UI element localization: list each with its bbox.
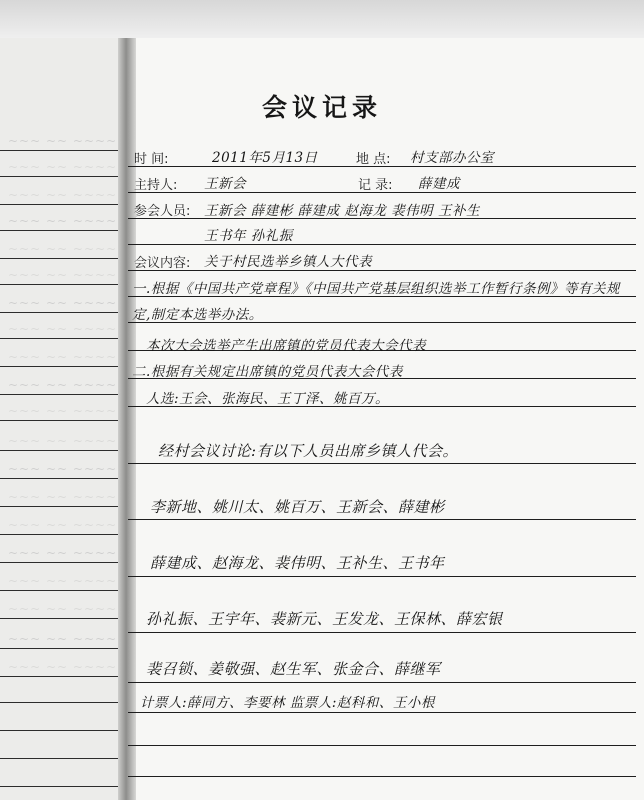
ruled-line (128, 745, 636, 746)
left-page-ruled-line (0, 758, 124, 759)
bleed-through-mark: ~~~ ~~ ~~~~ (8, 160, 118, 174)
body-line-6: 李新地、姚川太、姚百万、王新会、薛建彬 (150, 498, 445, 516)
bleed-through-mark: ~~~ ~~ ~~~~ (8, 434, 118, 448)
attendees-label: 参会人员: (134, 204, 191, 219)
left-page-ruled-line (0, 420, 124, 421)
left-page-ruled-line (0, 284, 124, 285)
ruled-line (128, 463, 636, 464)
ruled-line (128, 270, 636, 271)
left-page-ruled-line (0, 478, 124, 479)
ruled-line (128, 682, 636, 683)
left-page-ruled-line (0, 230, 124, 231)
body-line-7: 薛建成、赵海龙、裴伟明、王补生、王书年 (150, 554, 445, 572)
body-line-4: 人选:王会、张海民、王丁泽、姚百万。 (146, 391, 390, 407)
left-page-ruled-line (0, 534, 124, 535)
time-label: 时 间: (134, 152, 169, 167)
bleed-through-mark: ~~~ ~~ ~~~~ (8, 378, 118, 392)
left-page-ruled-line (0, 786, 124, 787)
left-page-ruled-line (0, 618, 124, 619)
host-value: 王新会 (204, 176, 246, 192)
body-line-2: 本次大会选举产生出席镇的党员代表大会代表 (146, 338, 426, 354)
bleed-through-mark: ~~~ ~~ ~~~~ (8, 632, 118, 646)
place-label: 地 点: (356, 152, 391, 167)
document-title: 会议记录 (261, 93, 382, 122)
left-page-ruled-line (0, 702, 124, 703)
bleed-through-mark: ~~~ ~~ ~~~~ (8, 490, 118, 504)
body-line-5: 经村会议讨论:有以下人员出席乡镇人代会。 (158, 442, 459, 460)
left-page-ruled-line (0, 366, 124, 367)
ruled-line (128, 712, 636, 713)
left-page-ruled-line (0, 338, 124, 339)
bleed-through-mark: ~~~ ~~ ~~~~ (8, 404, 118, 418)
left-page-ruled-line (0, 204, 124, 205)
attendees-line-2: 王书年 孙礼振 (204, 228, 293, 244)
body-line-9: 裴召锁、姜敬强、赵生军、张金合、薛继军 (146, 660, 441, 678)
host-label: 主持人: (134, 178, 178, 193)
left-page-ruled-line (0, 176, 124, 177)
left-page-ruled-line (0, 562, 124, 563)
recorder-label: 记 录: (358, 178, 393, 193)
bleed-through-mark: ~~~ ~~ ~~~~ (8, 660, 118, 674)
bleed-through-mark: ~~~ ~~ ~~~~ (8, 188, 118, 202)
left-page-ruled-line (0, 590, 124, 591)
bleed-through-mark: ~~~ ~~ ~~~~ (8, 518, 118, 532)
left-page-ruled-line (0, 648, 124, 649)
bleed-through-mark: ~~~ ~~ ~~~~ (8, 296, 118, 310)
ruled-line (128, 244, 636, 245)
attendees-line-1: 王新会 薛建彬 薛建成 赵海龙 裴伟明 王补生 (204, 203, 480, 219)
place-value: 村支部办公室 (410, 150, 494, 166)
left-page-ruled-line (0, 450, 124, 451)
bleed-through-mark: ~~~ ~~ ~~~~ (8, 350, 118, 364)
bleed-through-mark: ~~~ ~~ ~~~~ (8, 242, 118, 256)
bleed-through-mark: ~~~ ~~ ~~~~ (8, 462, 118, 476)
ruled-line (128, 576, 636, 577)
bleed-through-mark: ~~~ ~~ ~~~~ (8, 268, 118, 282)
ruled-line (128, 632, 636, 633)
content-label: 会议内容: (134, 256, 191, 271)
body-line-8: 孙礼振、王宇年、裴新元、王发龙、王保林、薛宏银 (146, 610, 503, 628)
left-page-ruled-line (0, 730, 124, 731)
left-page-ruled-line (0, 258, 124, 259)
left-page-ruled-line (0, 312, 124, 313)
left-page-ruled-line (0, 150, 124, 151)
bleed-through-mark: ~~~ ~~ ~~~~ (8, 214, 118, 228)
body-line-1: 一.根据《中国共产党章程》《中国共产党基层组织选举工作暂行条例》等有关规定,制定本选举办法。 (132, 281, 621, 323)
bleed-through-mark: ~~~ ~~ ~~~~ (8, 546, 118, 560)
bleed-through-mark: ~~~ ~~ ~~~~ (8, 602, 118, 616)
body-line-10: 计票人:薛同方、李要林 监票人:赵科和、王小根 (140, 695, 435, 711)
bleed-through-mark: ~~~ ~~ ~~~~ (8, 574, 118, 588)
left-page-ruled-line (0, 394, 124, 395)
left-page-ruled-line (0, 506, 124, 507)
recorder-value: 薛建成 (418, 176, 460, 192)
left-page-ruled-line (0, 676, 124, 677)
bleed-through-mark: ~~~ ~~ ~~~~ (8, 322, 118, 336)
time-value: 2011年5月13日 (212, 150, 318, 166)
body-line-3: 二.根据有关规定出席镇的党员代表大会代表 (132, 364, 403, 380)
content-value: 关于村民选举乡镇人大代表 (204, 254, 372, 270)
ruled-line (128, 776, 636, 777)
bleed-through-mark: ~~~ ~~ ~~~~ (8, 134, 118, 148)
ruled-line (128, 519, 636, 520)
scan-top-edge (0, 0, 644, 38)
